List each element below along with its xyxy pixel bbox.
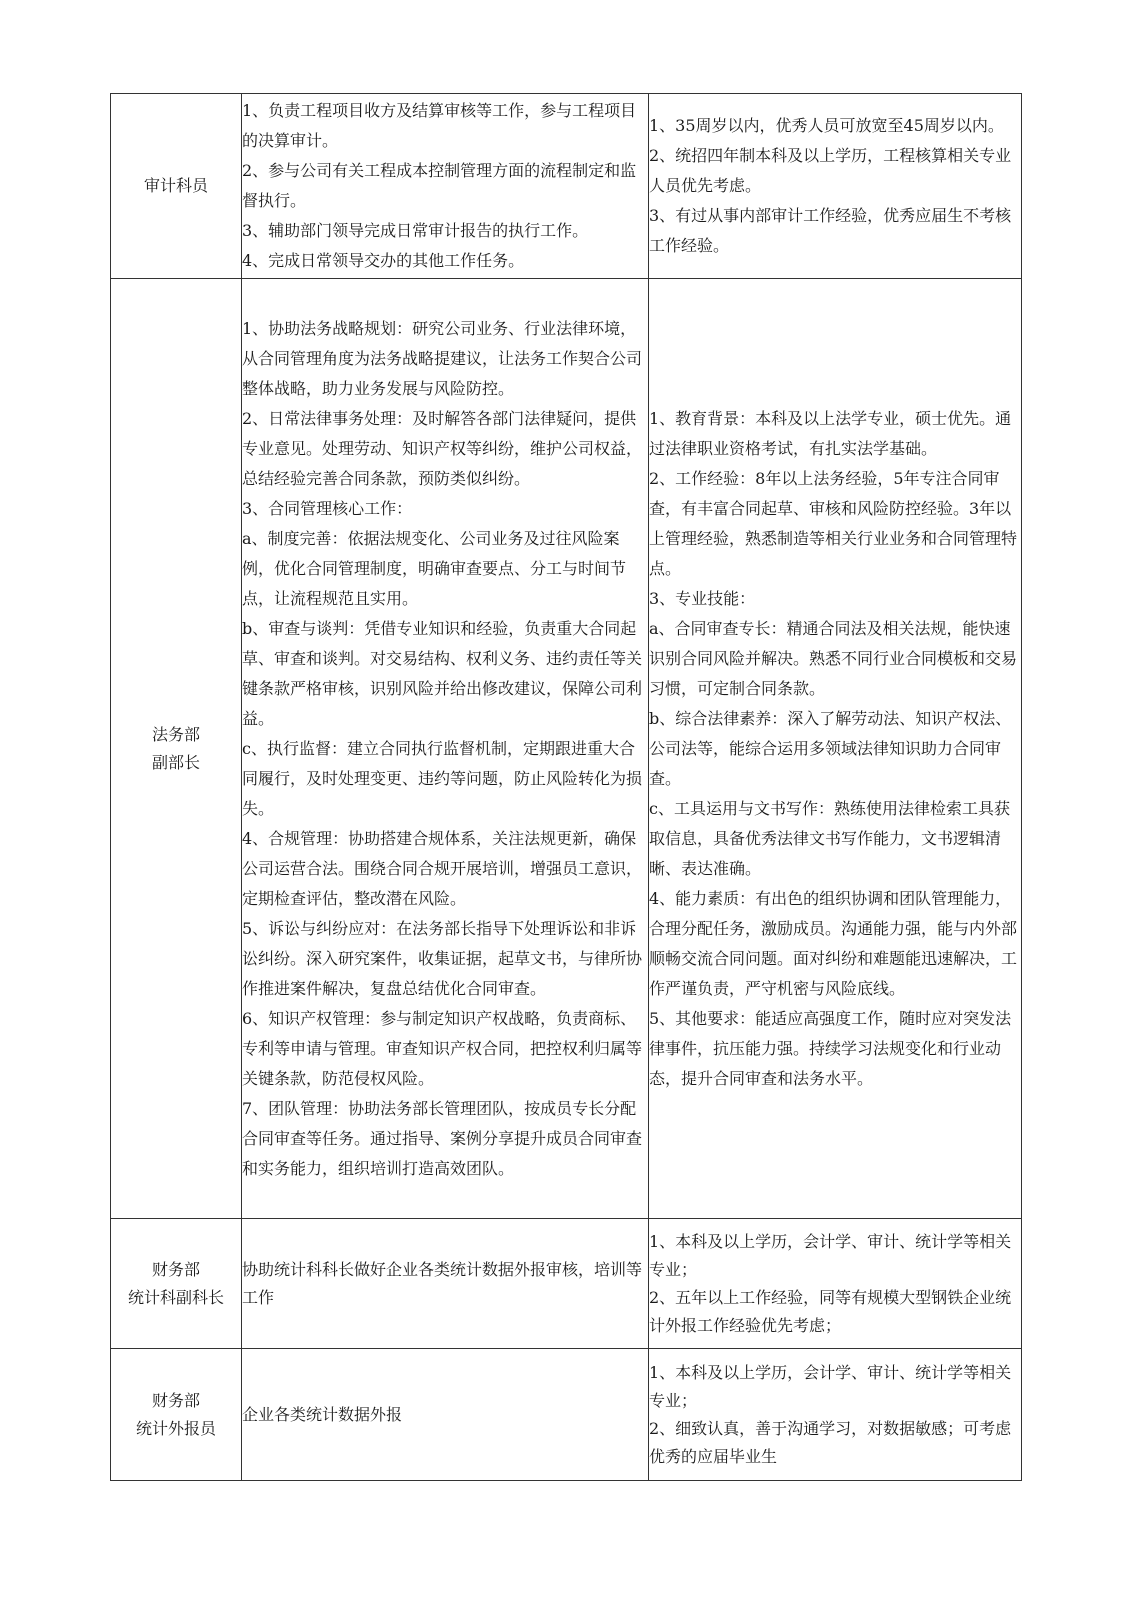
- position-cell: [111, 1349, 242, 1481]
- requirement-item: 2、统招四年制本科及以上学历，工程核算相关专业人员优先考虑。: [649, 146, 1012, 195]
- duty-item: c、执行监督：建立合同执行监督机制，定期跟进重大合同履行，及时处理变更、违约等问题，防止风险转化为损失。: [242, 738, 643, 818]
- position-cell: [111, 1219, 242, 1349]
- duty-item: 1、负责工程项目收方及结算审核等工作，参与工程项目的决算审计。: [242, 101, 637, 150]
- duty-item: a、制度完善：依据法规变化、公司业务及过往风险案例，优化合同管理制度，明确审查要点、分工与时间节点，让流程规范且实用。: [242, 528, 627, 608]
- duty-item: 3、辅助部门领导完成日常审计报告的执行工作。: [242, 221, 589, 240]
- position-name: 财务部: [151, 1259, 200, 1279]
- table-row: [111, 1219, 1022, 1349]
- position-name: 审计科员: [143, 176, 208, 195]
- requirement-item: 2、细致认真，善于沟通学习，对数据敏感；可考虑优秀的应届毕业生: [649, 1418, 1012, 1466]
- duty-item: b、审查与谈判：凭借专业知识和经验，负责重大合同起草、审查和谈判。对交易结构、权利义务、违约责任等关键条款严格审核，识别风险并给出修改建议，保障公司利益。: [242, 618, 643, 728]
- job-table: [110, 93, 1022, 1481]
- position-cell: [111, 94, 242, 279]
- requirement-item: b、综合法律素养：深入了解劳动法、知识产权法、公司法等，能综合运用多领域法律知识助力合同审查。: [649, 708, 1012, 788]
- duty-item: 5、诉讼与纠纷应对：在法务部长指导下处理诉讼和非诉讼纠纷。深入研究案件，收集证据，起草文书，与律所协作推进案件解决，复盘总结优化合同审查。: [242, 918, 643, 998]
- requirement-item: 1、本科及以上学历，会计学、审计、统计学等相关专业；: [649, 1362, 1012, 1410]
- requirements-cell: [649, 1349, 1022, 1481]
- duty-item: 7、团队管理：协助法务部长管理团队，按成员专长分配合同审查等任务。通过指导、案例分享提升成员合同审查和实务能力，组织培训打造高效团队。: [242, 1098, 643, 1178]
- duty-item: 6、知识产权管理：参与制定知识产权战略，负责商标、专利等申请与管理。审查知识产权合同，把控权利归属等关键条款，防范侵权风险。: [242, 1008, 643, 1088]
- requirement-item: 2、工作经验：8年以上法务经验，5年专注合同审查，有丰富合同起草、审核和风险防控经验。3年以上管理经验，熟悉制造等相关行业业务和合同管理特点。: [649, 468, 1018, 578]
- duties-cell: [242, 94, 649, 279]
- duty-item: 3、合同管理核心工作：: [242, 498, 413, 518]
- position-cell: [111, 279, 242, 1219]
- duty-item: 4、完成日常领导交办的其他工作任务。: [242, 251, 525, 270]
- requirements-cell: [649, 279, 1022, 1219]
- duty-item: 2、参与公司有关工程成本控制管理方面的流程制定和监督执行。: [242, 161, 637, 210]
- requirement-item: 4、能力素质：有出色的组织协调和团队管理能力，合理分配任务，激励成员。沟通能力强，能与内外部顺畅交流合同问题。面对纠纷和难题能迅速解决，工作严谨负责，严守机密与风险底线。: [649, 888, 1018, 998]
- duties-cell: [242, 279, 649, 1219]
- requirement-item: 1、35周岁以内，优秀人员可放宽至45周岁以内。: [649, 116, 1004, 135]
- table-row: [111, 1349, 1022, 1481]
- requirement-item: 5、其他要求：能适应高强度工作，随时应对突发法律事件，抗压能力强。持续学习法规变化和行业动态，提升合同审查和法务水平。: [649, 1008, 1012, 1088]
- duty-item: 4、合规管理：协助搭建合规体系，关注法规更新，确保公司运营合法。围绕合同合规开展培训，增强员工意识，定期检查评估，整改潜在风险。: [242, 828, 643, 908]
- table-row: [111, 279, 1022, 1219]
- position-title: 副部长: [151, 752, 200, 772]
- duty-item: 企业各类统计数据外报: [242, 1404, 403, 1424]
- position-name: 财务部: [151, 1390, 200, 1410]
- requirements-cell: [649, 94, 1022, 279]
- requirement-item: 2、五年以上工作经验，同等有规模大型钢铁企业统计外报工作经验优先考虑；: [649, 1287, 1012, 1335]
- requirement-item: 1、本科及以上学历，会计学、审计、统计学等相关专业；: [649, 1231, 1012, 1279]
- requirement-item: 1、教育背景：本科及以上法学专业，硕士优先。通过法律职业资格考试，有扎实法学基础。: [649, 408, 1012, 458]
- position-name: 法务部: [151, 724, 200, 744]
- position-title: 统计科副科长: [127, 1287, 224, 1307]
- duties-cell: [242, 1349, 649, 1481]
- requirement-item: a、合同审查专长：精通合同法及相关法规，能快速识别合同风险并解决。熟悉不同行业合同模板和交易习惯，可定制合同条款。: [649, 618, 1018, 698]
- position-title: 统计外报员: [135, 1418, 216, 1438]
- duty-item: 1、协助法务战略规划：研究公司业务、行业法律环境，从合同管理角度为法务战略提建议，让法务工作契合公司整体战略，助力业务发展与风险防控。: [242, 318, 643, 398]
- duty-item: 协助统计科科长做好企业各类统计数据外报审核，培训等工作: [242, 1259, 643, 1307]
- requirement-item: c、工具运用与文书写作：熟练使用法律检索工具获取信息，具备优秀法律文书写作能力，文书逻辑清晰、表达准确。: [649, 798, 1010, 878]
- requirement-item: 3、有过从事内部审计工作经验，优秀应届生不考核工作经验。: [649, 206, 1012, 255]
- duty-item: 2、日常法律事务处理：及时解答各部门法律疑问，提供专业意见。处理劳动、知识产权等纠纷，维护公司权益，总结经验完善合同条款，预防类似纠纷。: [242, 408, 643, 488]
- requirement-item: 3、专业技能：: [649, 588, 756, 608]
- table-row: [111, 94, 1022, 279]
- duties-cell: [242, 1219, 649, 1349]
- requirements-cell: [649, 1219, 1022, 1349]
